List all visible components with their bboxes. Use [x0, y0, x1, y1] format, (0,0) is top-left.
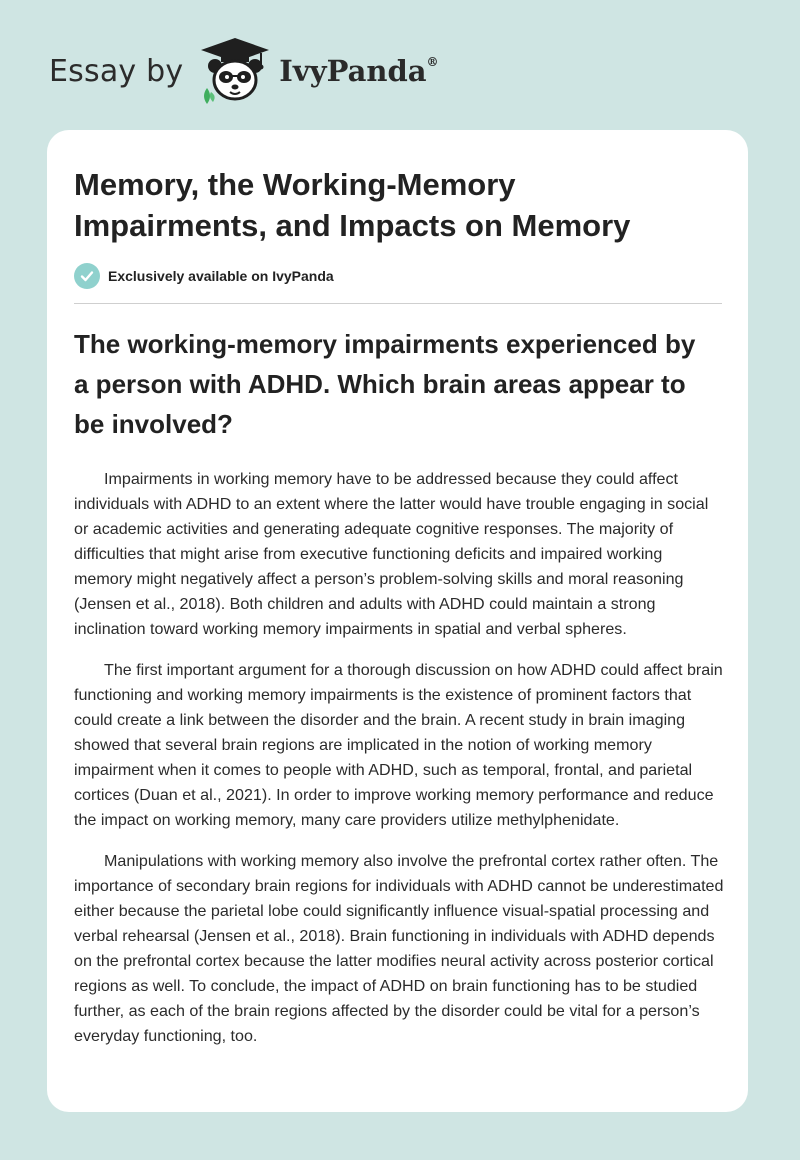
- exclusive-badge-label: Exclusively available on IvyPanda: [108, 268, 334, 284]
- exclusive-badge: [74, 263, 334, 289]
- check-circle-icon: [74, 263, 100, 289]
- essay-body: [74, 467, 724, 1065]
- site-header: [49, 36, 439, 106]
- essay-card: [47, 130, 748, 1112]
- section-heading: The working-memory impairments experienced by a person with ADHD. Which brain areas appear to be involved?: [74, 329, 696, 439]
- essay-by-label: Essay by: [49, 53, 184, 89]
- paragraph: Impairments in working memory have to be addressed because they could affect individuals with ADHD to an extent where the latter would have trouble engaging in social or academic activities and generating adequate cognitive responses. The majority of difficulties that might arise from executive functioning deficits and impaired working memory might negatively affect a person’s problem-solving skills and moral reasoning (Jensen et al., 2018). Both children and adults with ADHD could maintain a strong inclination toward working memory impairments in spatial and verbal spheres.: [74, 470, 709, 638]
- paragraph: Manipulations with working memory also involve the prefrontal cortex rather often. The importance of secondary brain regions for individuals with ADHD cannot be underestimated either because the parietal lobe could significantly influence visual-spatial processing and verbal rehearsal (Jensen et al., 2018). Brain functioning in individuals with ADHD depends on the prefrontal cortex because the latter modifies neural activity across posterior cortical regions as well. To conclude, the impact of ADHD on brain functioning has to be studied further, as each of the brain regions affected by the disorder could be vital for a person’s everyday functioning, too.: [74, 852, 724, 1045]
- panda-logo-icon: [199, 36, 271, 106]
- paragraph: The first important argument for a thorough discussion on how ADHD could affect brain functioning and working memory impairments is the existence of prominent factors that could create a link between the disorder and the brain. A recent study in brain imaging showed that several brain regions are implicated in the notion of working memory impairment when it comes to people with ADHD, such as temporal, frontal, and parietal cortices (Duan et al., 2021). In order to improve working memory performance and reduce the impact on working memory, many care providers utilize methylphenidate.: [74, 661, 723, 829]
- divider: [74, 303, 722, 304]
- page-title: Memory, the Working-Memory Impairments, and Impacts on Memory: [74, 167, 631, 243]
- brand-name: IvyPanda®: [279, 54, 439, 88]
